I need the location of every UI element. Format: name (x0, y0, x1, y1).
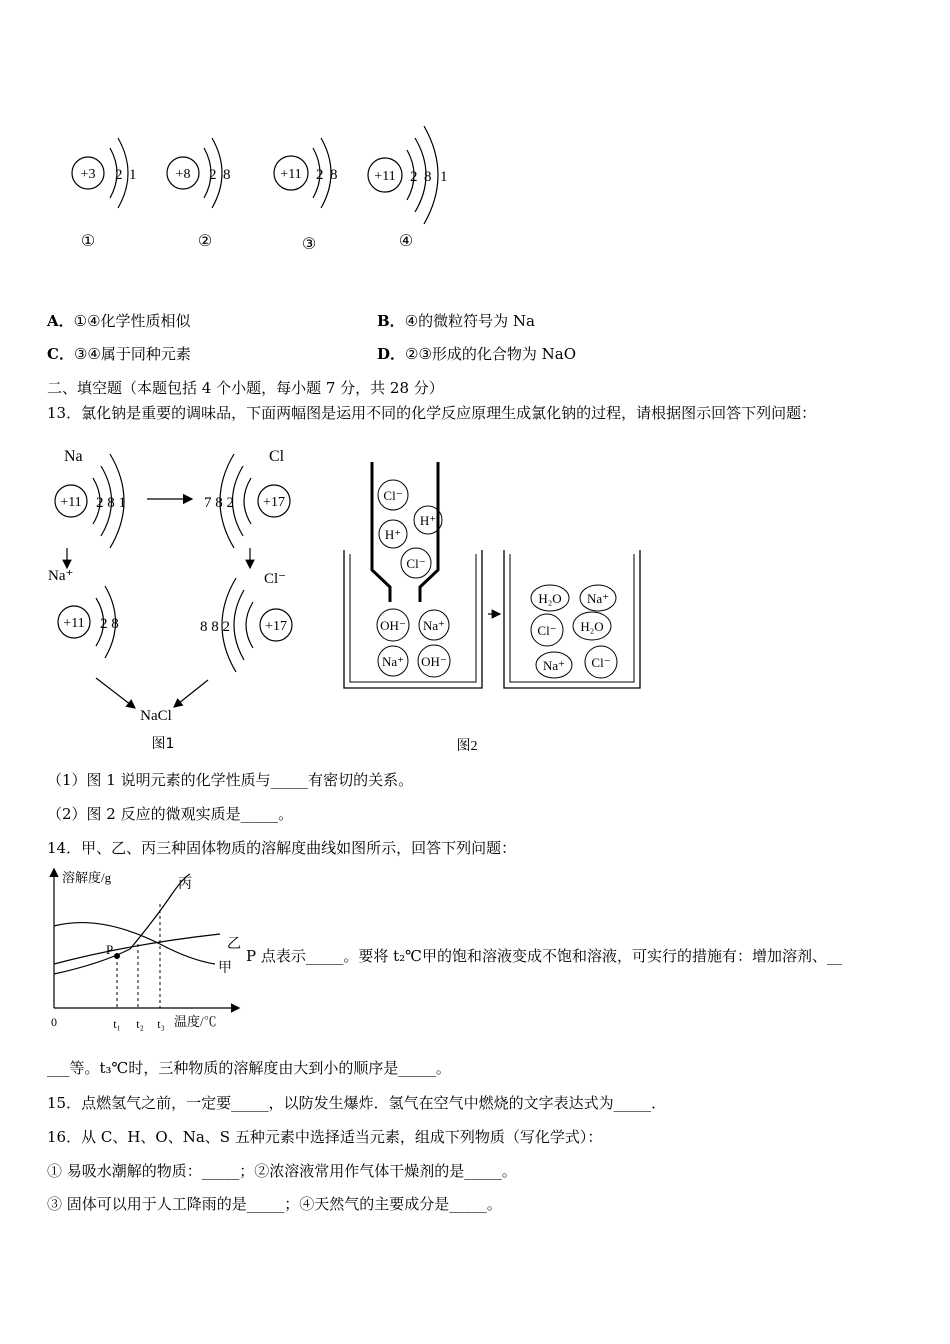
svg-text:Na⁺: Na⁺ (586, 591, 610, 606)
dropper (372, 462, 442, 602)
svg-text:8: 8 (223, 167, 231, 183)
svg-text:2: 2 (115, 167, 123, 183)
question-13-sub2: （2）图 2 反应的微观实质是_____。 (47, 805, 294, 823)
question-16-line2: ③ 固体可以用于人工降雨的是_____；④天然气的主要成分是_____。 (47, 1195, 502, 1213)
question-13-stem: 13．氯化钠是重要的调味品，下面两幅图是运用不同的化学反应原理生成氯化钠的过程，请根据图示回答下列问题： (47, 404, 817, 422)
option-a: A．①④化学性质相似 (47, 312, 191, 330)
svg-text:H⁺: H⁺ (419, 513, 437, 528)
question-16-line1: ① 易吸水潮解的物质：_____；②浓溶液常用作气体干燥剂的是_____。 (47, 1162, 517, 1180)
svg-text:OH⁻: OH⁻ (421, 654, 447, 669)
svg-text:Na: Na (64, 448, 83, 465)
figure-2 (340, 462, 650, 757)
question-14-line2: ___等。t₃℃时，三种物质的溶解度由大到小的顺序是_____。 (47, 1059, 451, 1077)
svg-text:+8: +8 (175, 167, 191, 182)
atom-diagram-row (0, 110, 500, 260)
svg-text:②: ② (197, 233, 213, 250)
svg-text:H⁺: H⁺ (384, 527, 402, 542)
svg-text:+17: +17 (265, 619, 287, 634)
option-c: C．③④属于同种元素 (47, 345, 191, 363)
svg-text:OH⁻: OH⁻ (380, 618, 406, 633)
na-ion (58, 586, 119, 658)
svg-text:Na⁺: Na⁺ (48, 568, 74, 584)
atom-diagram-4 (368, 126, 448, 250)
svg-text:t₃: t₃ (157, 1017, 165, 1031)
solubility-graph (40, 864, 250, 1036)
svg-text:+11: +11 (63, 616, 85, 631)
question-14-line1: P 点表示_____。要将 t₂℃甲的饱和溶液变成不饱和溶液，可实行的措施有：增加溶剂、__ (246, 947, 842, 965)
svg-text:Cl⁻: Cl⁻ (591, 655, 611, 670)
svg-text:Cl⁻: Cl⁻ (537, 623, 557, 638)
svg-text:8: 8 (424, 169, 432, 185)
svg-text:+3: +3 (80, 167, 96, 182)
svg-text:2: 2 (316, 167, 324, 183)
svg-text:+17: +17 (263, 495, 285, 510)
svg-text:丙: 丙 (178, 877, 192, 892)
svg-text:Na⁺: Na⁺ (542, 658, 566, 673)
figure-1 (40, 440, 320, 760)
svg-text:Na⁺: Na⁺ (381, 654, 405, 669)
option-d: D．②③形成的化合物为 NaO (377, 345, 577, 363)
atom-diagram-2 (167, 138, 231, 250)
svg-text:0: 0 (51, 1015, 57, 1029)
question-13-sub1: （1）图 1 说明元素的化学性质与_____有密切的关系。 (47, 771, 414, 789)
svg-text:H₂O: H₂O (580, 619, 604, 634)
svg-text:2 8: 2 8 (100, 616, 119, 632)
svg-text:2: 2 (209, 167, 217, 183)
svg-text:Cl⁻: Cl⁻ (406, 556, 426, 571)
svg-text:③: ③ (301, 236, 317, 253)
svg-text:+11: +11 (60, 495, 82, 510)
section-header: 二、填空题（本题包括 4 个小题，每小题 7 分，共 28 分） (47, 379, 444, 397)
svg-text:Cl⁻: Cl⁻ (264, 571, 287, 587)
na-atom (55, 454, 126, 548)
svg-text:Na⁺: Na⁺ (422, 618, 446, 633)
cl-atom (204, 454, 290, 548)
svg-text:Cl⁻: Cl⁻ (383, 488, 403, 503)
question-16-stem: 16．从 C、H、O、Na、S 五种元素中选择适当元素，组成下列物质（写化学式）： (47, 1128, 603, 1146)
svg-text:2 8 1: 2 8 1 (96, 495, 126, 511)
svg-text:8 8 2: 8 8 2 (200, 619, 230, 635)
svg-text:7 8 2: 7 8 2 (204, 495, 234, 511)
svg-text:8: 8 (330, 167, 338, 183)
svg-text:乙: 乙 (227, 937, 241, 952)
svg-text:2: 2 (410, 169, 418, 185)
svg-text:溶解度/g: 溶解度/g (62, 870, 112, 885)
beaker-2 (504, 550, 640, 688)
cl-ion (200, 578, 292, 672)
svg-text:温度/℃: 温度/℃ (174, 1014, 217, 1029)
svg-text:H₂O: H₂O (538, 591, 562, 606)
svg-text:t₂: t₂ (136, 1017, 144, 1031)
svg-text:t₁: t₁ (113, 1017, 121, 1031)
svg-text:图1: 图1 (151, 736, 175, 752)
svg-text:1: 1 (440, 169, 448, 185)
question-15: 15．点燃氢气之前，一定要_____，以防发生爆炸．氢气在空气中燃烧的文字表达式为_____． (47, 1094, 667, 1112)
option-b: B．④的微粒符号为 Na (377, 312, 535, 330)
svg-text:+11: +11 (280, 167, 302, 182)
svg-text:①: ① (80, 233, 96, 250)
atom-diagram-3 (274, 138, 338, 253)
question-14-stem: 14．甲、乙、丙三种固体物质的溶解度曲线如图所示，回答下列问题： (47, 839, 517, 857)
atom-diagram-1 (72, 138, 137, 250)
svg-text:+11: +11 (374, 169, 396, 184)
svg-text:P: P (106, 942, 114, 957)
svg-text:NaCl: NaCl (140, 708, 172, 724)
svg-text:图2: 图2 (456, 739, 478, 754)
svg-text:甲: 甲 (218, 961, 232, 976)
svg-text:1: 1 (129, 167, 137, 183)
svg-text:④: ④ (398, 233, 414, 250)
svg-text:Cl: Cl (269, 448, 285, 465)
